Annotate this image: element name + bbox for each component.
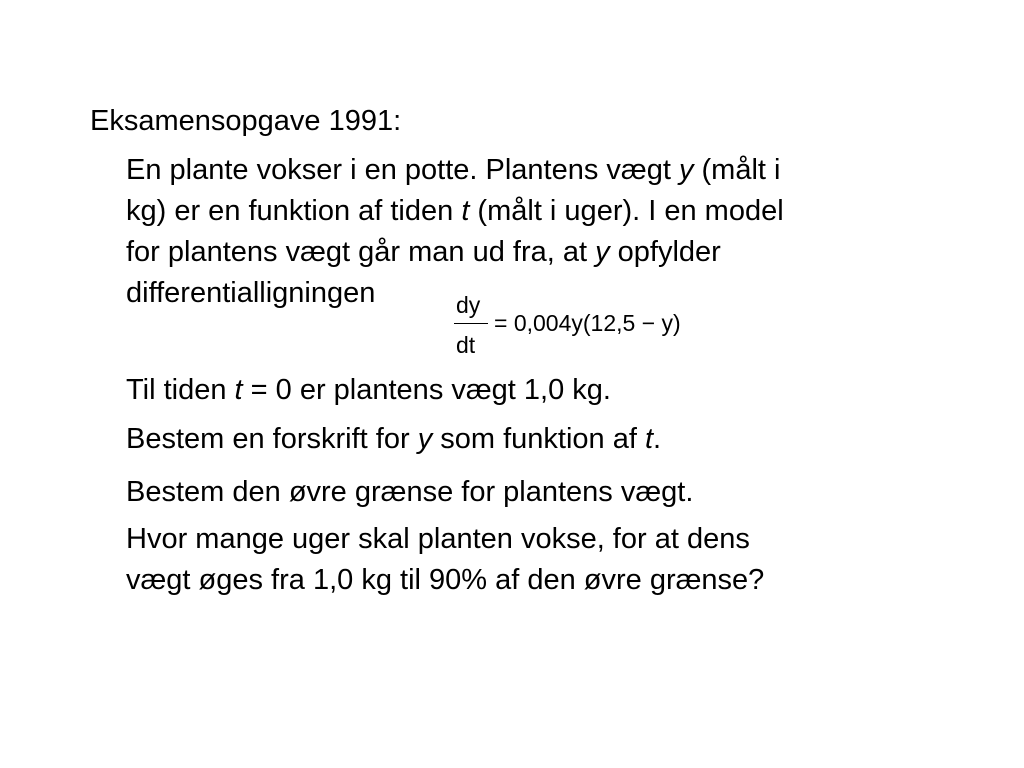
equation-right-side: = 0,004y(12,5 − y) xyxy=(494,310,681,336)
question-text: som funktion af xyxy=(432,423,645,455)
question-text: Bestem en forskrift for xyxy=(126,423,418,455)
variable-y: y xyxy=(595,236,610,268)
differential-equation xyxy=(454,289,754,361)
condition-text: = 0 er plantens vægt 1,0 kg. xyxy=(242,374,611,406)
condition-text: Til tiden xyxy=(126,374,235,406)
variable-t: t xyxy=(461,195,470,227)
question-3-line-2: vægt øges fra 1,0 kg til 90% af den øvre grænse? xyxy=(126,564,765,596)
question-1 xyxy=(126,419,916,460)
question-2 xyxy=(126,472,916,513)
variable-y: y xyxy=(417,423,433,455)
fraction-denominator: dt xyxy=(456,332,476,358)
problem-line-2 xyxy=(126,191,916,232)
question-3-line-1: Hvor mange uger skal planten vokse, for at dens xyxy=(126,523,750,555)
problem-text: (målt i xyxy=(693,154,781,186)
problem-text: opfylder xyxy=(609,236,721,268)
variable-t: t xyxy=(644,423,654,455)
derivative-fraction xyxy=(454,289,488,361)
variable-y: y xyxy=(678,154,694,186)
problem-line-3 xyxy=(126,232,916,273)
problem-text: En plante vokser i en potte. Plantens vægt xyxy=(126,154,679,186)
problem-text: kg) er en funktion af tiden xyxy=(126,195,462,227)
slide-heading: Eksamensopgave 1991: xyxy=(90,105,402,137)
problem-text: (målt i uger). I en model xyxy=(469,195,784,227)
variable-t: t xyxy=(234,374,243,406)
fraction-bar xyxy=(454,323,488,324)
problem-line-4: differentialligningen xyxy=(126,277,376,309)
question-3 xyxy=(126,519,916,601)
problem-text: for plantens vægt går man ud fra, at xyxy=(126,236,596,268)
problem-line-1 xyxy=(126,150,916,191)
fraction-numerator: dy xyxy=(456,292,481,318)
question-text: Bestem den øvre grænse for plantens vægt. xyxy=(126,476,694,508)
initial-condition xyxy=(126,370,916,411)
question-text: . xyxy=(653,423,662,455)
